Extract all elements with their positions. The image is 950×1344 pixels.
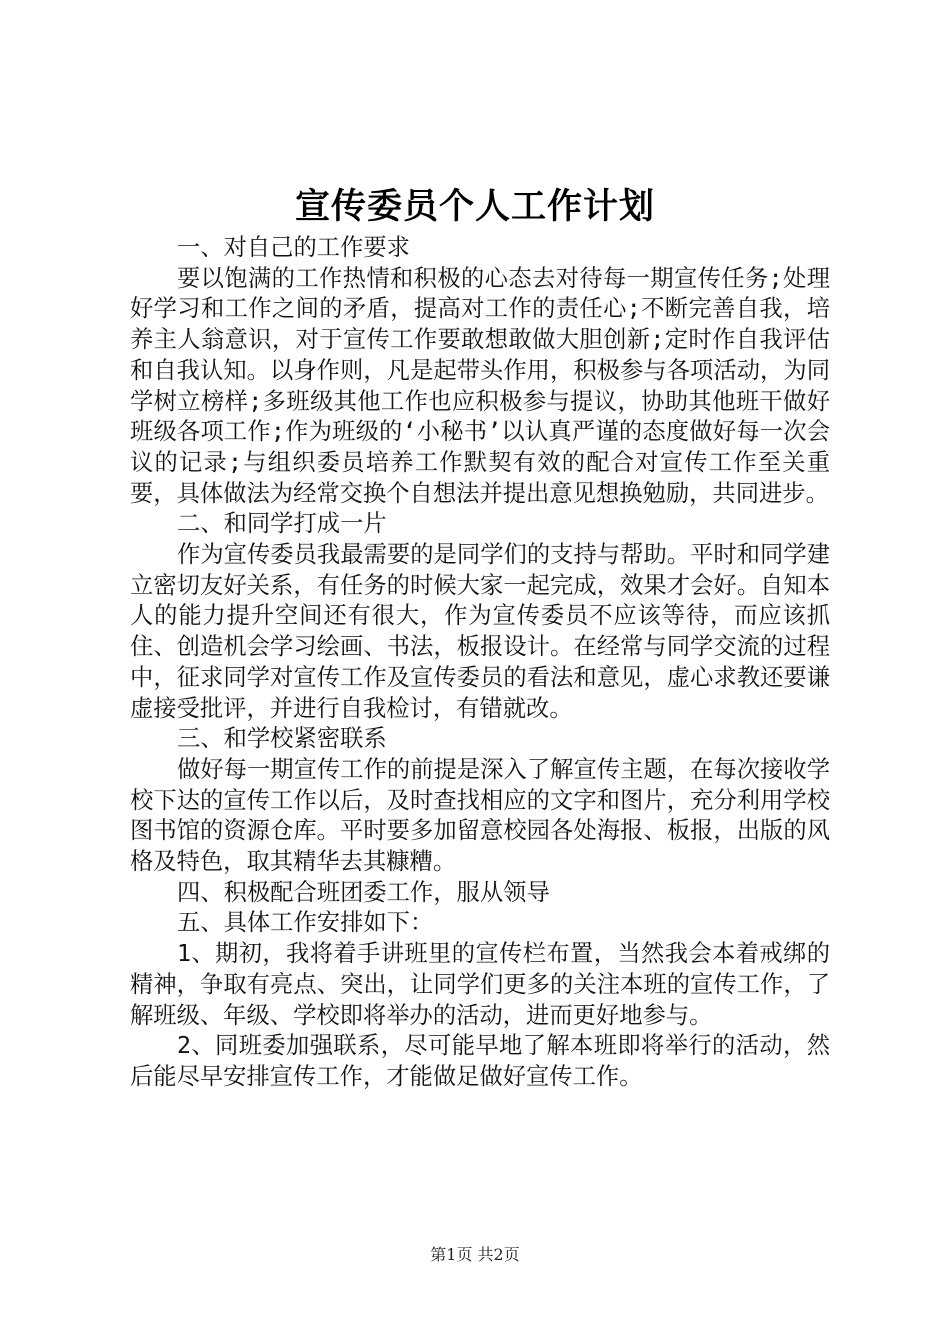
section-paragraph-2: 作为宣传委员我最需要的是同学们的支持与帮助。平时和同学建立密切友好关系，有任务的时候大家一起完成，效果才会好。自知本人的能力提升空间还有很大，作为宣传委员不应该等待，而应该抓住、创造机会学习绘画、书法，板报设计。在经常与同学交流的过程中，征求同学对宣传工作及宣传委员的看法和意见，虚心求教还要谦虚接受批评，并进行自我检讨，有错就改。	[130, 541, 830, 722]
document-title: 宣传委员个人工作计划	[294, 186, 655, 227]
page-footer: 第1页 共2页	[430, 1245, 520, 1264]
section-heading-2: 二、和同学打成一片	[177, 510, 387, 538]
section-heading-4: 四、积极配合班团委工作，服从领导	[177, 878, 550, 906]
section-heading-3: 三、和学校紧密联系	[177, 725, 387, 753]
document-body	[130, 233, 830, 1093]
section-paragraph-3: 做好每一期宣传工作的前提是深入了解宣传主题，在每次接收学校下达的宣传工作以后，及时查找相应的文字和图片，充分利用学校图书馆的资源仓库。平时要多加留意校园各处海报、板报，出版的风格及特色，取其精华去其糠糟。	[130, 755, 830, 876]
section-paragraph-1: 要以饱满的工作热情和积极的心态去对待每一期宣传任务;处理好学习和工作之间的矛盾，提高对工作的责任心;不断完善自我，培养主人翁意识，对于宣传工作要敢想敢做大胆创新;定时作自我评估和自我认知。以身作则，凡是起带头作用，积极参与各项活动，为同学树立榜样;多班级其他工作也应积极参与提议，协助其他班干做好班级各项工作;作为班级的‘小秘书’以认真严谨的态度做好每一次会议的记录;与组织委员培养工作默契有效的配合对宣传工作至关重要，具体做法为经常交换个自想法并提出意见想换勉励，共同进步。	[130, 264, 830, 507]
section-heading-1: 一、对自己的工作要求	[177, 234, 410, 261]
list-item-1: 1、期初，我将着手讲班里的宣传栏布置，当然我会本着戒绑的精神，争取有亮点、突出，让同学们更多的关注本班的宣传工作，了解班级、年级、学校即将举办的活动，进而更好地参与。	[130, 940, 830, 1029]
list-item-2: 2、同班委加强联系，尽可能早地了解本班即将举行的活动，然后能尽早安排宣传工作，才能做足做好宣传工作。	[130, 1032, 830, 1090]
section-heading-5: 五、具体工作安排如下：	[177, 909, 434, 937]
